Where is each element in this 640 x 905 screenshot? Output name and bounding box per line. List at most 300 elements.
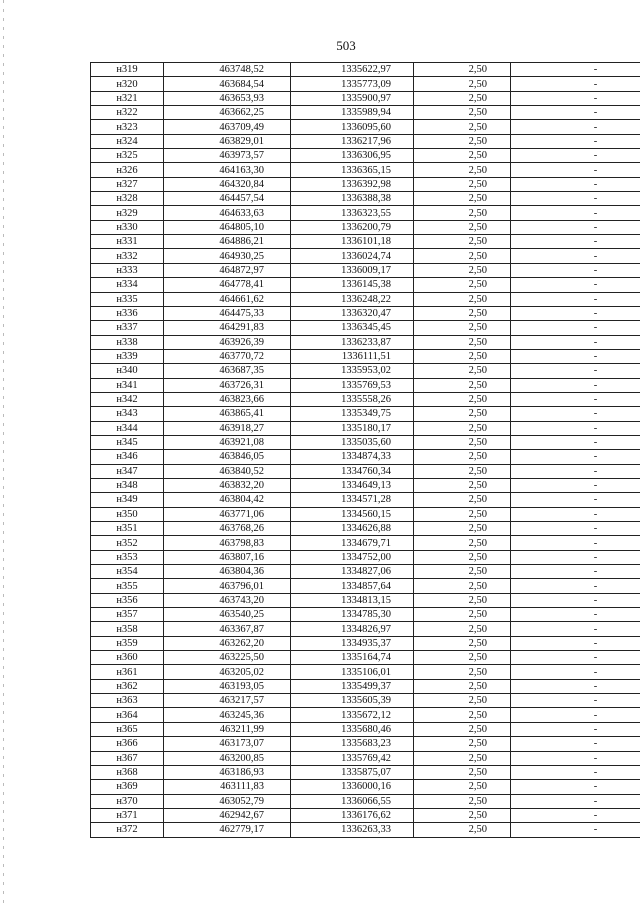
point-id-cell: н357: [91, 608, 164, 622]
table-row: [91, 507, 640, 521]
table-row: [91, 435, 640, 449]
y-coordinate-cell: 1334760,34: [291, 464, 414, 478]
point-id-cell: н329: [91, 206, 164, 220]
accuracy-cell: 2,50: [414, 737, 511, 751]
point-id-cell: н368: [91, 765, 164, 779]
point-id-cell: н364: [91, 708, 164, 722]
y-coordinate-cell: 1336306,95: [291, 149, 414, 163]
note-cell: -: [511, 794, 640, 808]
point-id-cell: н367: [91, 751, 164, 765]
table-row: [91, 450, 640, 464]
note-cell: -: [511, 421, 640, 435]
point-id-cell: н339: [91, 349, 164, 363]
table-row: [91, 579, 640, 593]
x-coordinate-cell: 463217,57: [164, 694, 291, 708]
note-cell: -: [511, 91, 640, 105]
table-row: [91, 737, 640, 751]
point-id-cell: н323: [91, 120, 164, 134]
accuracy-cell: 2,50: [414, 665, 511, 679]
x-coordinate-cell: 464291,83: [164, 321, 291, 335]
x-coordinate-cell: 464457,54: [164, 192, 291, 206]
point-id-cell: н328: [91, 192, 164, 206]
accuracy-cell: 2,50: [414, 249, 511, 263]
table-row: [91, 823, 640, 837]
point-id-cell: н360: [91, 651, 164, 665]
table-row: [91, 464, 640, 478]
x-coordinate-cell: 463211,99: [164, 722, 291, 736]
y-coordinate-cell: 1336248,22: [291, 292, 414, 306]
x-coordinate-cell: 463540,25: [164, 608, 291, 622]
y-coordinate-cell: 1334857,64: [291, 579, 414, 593]
table-row: [91, 306, 640, 320]
x-coordinate-cell: 464163,30: [164, 163, 291, 177]
table-row: [91, 335, 640, 349]
x-coordinate-cell: 463173,07: [164, 737, 291, 751]
y-coordinate-cell: 1334626,88: [291, 522, 414, 536]
note-cell: -: [511, 335, 640, 349]
y-coordinate-cell: 1335773,09: [291, 77, 414, 91]
note-cell: -: [511, 120, 640, 134]
note-cell: -: [511, 708, 640, 722]
y-coordinate-cell: 1335672,12: [291, 708, 414, 722]
x-coordinate-cell: 463687,35: [164, 364, 291, 378]
point-id-cell: н321: [91, 91, 164, 105]
note-cell: -: [511, 249, 640, 263]
x-coordinate-cell: 462942,67: [164, 808, 291, 822]
table-row: [91, 780, 640, 794]
table-row: [91, 77, 640, 91]
note-cell: -: [511, 106, 640, 120]
table-row: [91, 478, 640, 492]
y-coordinate-cell: 1334571,28: [291, 493, 414, 507]
x-coordinate-cell: 463262,20: [164, 636, 291, 650]
point-id-cell: н338: [91, 335, 164, 349]
note-cell: -: [511, 77, 640, 91]
y-coordinate-cell: 1334785,30: [291, 608, 414, 622]
table-row: [91, 722, 640, 736]
x-coordinate-cell: 464320,84: [164, 177, 291, 191]
point-id-cell: н372: [91, 823, 164, 837]
note-cell: -: [511, 163, 640, 177]
note-cell: -: [511, 349, 640, 363]
x-coordinate-cell: 463807,16: [164, 550, 291, 564]
point-id-cell: н347: [91, 464, 164, 478]
note-cell: -: [511, 751, 640, 765]
accuracy-cell: 2,50: [414, 823, 511, 837]
x-coordinate-cell: 464805,10: [164, 220, 291, 234]
note-cell: -: [511, 306, 640, 320]
y-coordinate-cell: 1336200,79: [291, 220, 414, 234]
scan-edge-mark: [3, 0, 4, 905]
point-id-cell: н324: [91, 134, 164, 148]
point-id-cell: н337: [91, 321, 164, 335]
table-row: [91, 235, 640, 249]
accuracy-cell: 2,50: [414, 679, 511, 693]
accuracy-cell: 2,50: [414, 636, 511, 650]
x-coordinate-cell: 463743,20: [164, 593, 291, 607]
accuracy-cell: 2,50: [414, 651, 511, 665]
y-coordinate-cell: 1336320,47: [291, 306, 414, 320]
y-coordinate-cell: 1335622,97: [291, 63, 414, 77]
table-row: [91, 565, 640, 579]
point-id-cell: н363: [91, 694, 164, 708]
point-id-cell: н333: [91, 263, 164, 277]
table-row: [91, 708, 640, 722]
y-coordinate-cell: 1336323,55: [291, 206, 414, 220]
y-coordinate-cell: 1335558,26: [291, 392, 414, 406]
y-coordinate-cell: 1334752,00: [291, 550, 414, 564]
table-row: [91, 651, 640, 665]
note-cell: -: [511, 407, 640, 421]
note-cell: -: [511, 722, 640, 736]
accuracy-cell: 2,50: [414, 106, 511, 120]
x-coordinate-cell: 463205,02: [164, 665, 291, 679]
point-id-cell: н354: [91, 565, 164, 579]
note-cell: -: [511, 679, 640, 693]
table-row: [91, 536, 640, 550]
x-coordinate-cell: 463865,41: [164, 407, 291, 421]
y-coordinate-cell: 1336365,15: [291, 163, 414, 177]
y-coordinate-cell: 1335900,97: [291, 91, 414, 105]
point-id-cell: н349: [91, 493, 164, 507]
table-row: [91, 278, 640, 292]
x-coordinate-cell: 463186,93: [164, 765, 291, 779]
note-cell: -: [511, 536, 640, 550]
y-coordinate-cell: 1334827,06: [291, 565, 414, 579]
table-row: [91, 120, 640, 134]
x-coordinate-cell: 464930,25: [164, 249, 291, 263]
point-id-cell: н325: [91, 149, 164, 163]
y-coordinate-cell: 1336000,16: [291, 780, 414, 794]
x-coordinate-cell: 463918,27: [164, 421, 291, 435]
table-row: [91, 292, 640, 306]
point-id-cell: н371: [91, 808, 164, 822]
x-coordinate-cell: 463973,57: [164, 149, 291, 163]
table-row: [91, 550, 640, 564]
note-cell: -: [511, 435, 640, 449]
y-coordinate-cell: 1335769,53: [291, 378, 414, 392]
accuracy-cell: 2,50: [414, 765, 511, 779]
table-row: [91, 378, 640, 392]
point-id-cell: н341: [91, 378, 164, 392]
accuracy-cell: 2,50: [414, 522, 511, 536]
point-id-cell: н350: [91, 507, 164, 521]
accuracy-cell: 2,50: [414, 149, 511, 163]
x-coordinate-cell: 463804,42: [164, 493, 291, 507]
accuracy-cell: 2,50: [414, 608, 511, 622]
note-cell: -: [511, 392, 640, 406]
point-id-cell: н345: [91, 435, 164, 449]
point-id-cell: н351: [91, 522, 164, 536]
x-coordinate-cell: 463768,26: [164, 522, 291, 536]
y-coordinate-cell: 1335875,07: [291, 765, 414, 779]
accuracy-cell: 2,50: [414, 364, 511, 378]
accuracy-cell: 2,50: [414, 321, 511, 335]
point-id-cell: н334: [91, 278, 164, 292]
table-row: [91, 765, 640, 779]
x-coordinate-cell: 463111,83: [164, 780, 291, 794]
point-id-cell: н320: [91, 77, 164, 91]
accuracy-cell: 2,50: [414, 493, 511, 507]
y-coordinate-cell: 1336111,51: [291, 349, 414, 363]
table-row: [91, 263, 640, 277]
x-coordinate-cell: 463804,36: [164, 565, 291, 579]
note-cell: -: [511, 149, 640, 163]
accuracy-cell: 2,50: [414, 421, 511, 435]
accuracy-cell: 2,50: [414, 450, 511, 464]
x-coordinate-cell: 463770,72: [164, 349, 291, 363]
point-id-cell: н356: [91, 593, 164, 607]
table-row: [91, 163, 640, 177]
accuracy-cell: 2,50: [414, 177, 511, 191]
accuracy-cell: 2,50: [414, 235, 511, 249]
note-cell: -: [511, 823, 640, 837]
y-coordinate-cell: 1336345,45: [291, 321, 414, 335]
point-id-cell: н366: [91, 737, 164, 751]
accuracy-cell: 2,50: [414, 63, 511, 77]
y-coordinate-cell: 1335106,01: [291, 665, 414, 679]
y-coordinate-cell: 1334813,15: [291, 593, 414, 607]
y-coordinate-cell: 1336388,38: [291, 192, 414, 206]
y-coordinate-cell: 1336066,55: [291, 794, 414, 808]
accuracy-cell: 2,50: [414, 77, 511, 91]
note-cell: -: [511, 192, 640, 206]
accuracy-cell: 2,50: [414, 120, 511, 134]
note-cell: -: [511, 278, 640, 292]
table-row: [91, 751, 640, 765]
table-row: [91, 522, 640, 536]
accuracy-cell: 2,50: [414, 780, 511, 794]
table-row: [91, 91, 640, 105]
table-row: [91, 134, 640, 148]
point-id-cell: н346: [91, 450, 164, 464]
x-coordinate-cell: 463245,36: [164, 708, 291, 722]
y-coordinate-cell: 1334935,37: [291, 636, 414, 650]
y-coordinate-cell: 1335180,17: [291, 421, 414, 435]
point-id-cell: н369: [91, 780, 164, 794]
accuracy-cell: 2,50: [414, 565, 511, 579]
accuracy-cell: 2,50: [414, 794, 511, 808]
y-coordinate-cell: 1336176,62: [291, 808, 414, 822]
x-coordinate-cell: 464661,62: [164, 292, 291, 306]
table-body: [91, 63, 640, 838]
table-row: [91, 694, 640, 708]
x-coordinate-cell: 463832,20: [164, 478, 291, 492]
note-cell: -: [511, 651, 640, 665]
table-row: [91, 392, 640, 406]
x-coordinate-cell: 463709,49: [164, 120, 291, 134]
point-id-cell: н358: [91, 622, 164, 636]
note-cell: -: [511, 665, 640, 679]
note-cell: -: [511, 493, 640, 507]
table-row: [91, 192, 640, 206]
x-coordinate-cell: 463846,05: [164, 450, 291, 464]
x-coordinate-cell: 463771,06: [164, 507, 291, 521]
y-coordinate-cell: 1335989,94: [291, 106, 414, 120]
y-coordinate-cell: 1335683,23: [291, 737, 414, 751]
note-cell: -: [511, 507, 640, 521]
note-cell: -: [511, 134, 640, 148]
accuracy-cell: 2,50: [414, 478, 511, 492]
y-coordinate-cell: 1336233,87: [291, 335, 414, 349]
y-coordinate-cell: 1336095,60: [291, 120, 414, 134]
point-id-cell: н348: [91, 478, 164, 492]
point-id-cell: н319: [91, 63, 164, 77]
table-row: [91, 794, 640, 808]
accuracy-cell: 2,50: [414, 263, 511, 277]
x-coordinate-cell: 463829,01: [164, 134, 291, 148]
x-coordinate-cell: 463225,50: [164, 651, 291, 665]
point-id-cell: н322: [91, 106, 164, 120]
x-coordinate-cell: 463052,79: [164, 794, 291, 808]
point-id-cell: н342: [91, 392, 164, 406]
table-row: [91, 206, 640, 220]
note-cell: -: [511, 579, 640, 593]
y-coordinate-cell: 1336009,17: [291, 263, 414, 277]
y-coordinate-cell: 1335769,42: [291, 751, 414, 765]
accuracy-cell: 2,50: [414, 808, 511, 822]
point-id-cell: н336: [91, 306, 164, 320]
table-row: [91, 636, 640, 650]
accuracy-cell: 2,50: [414, 306, 511, 320]
note-cell: -: [511, 522, 640, 536]
table-row: [91, 249, 640, 263]
note-cell: -: [511, 177, 640, 191]
accuracy-cell: 2,50: [414, 163, 511, 177]
y-coordinate-cell: 1334679,71: [291, 536, 414, 550]
x-coordinate-cell: 463840,52: [164, 464, 291, 478]
note-cell: -: [511, 608, 640, 622]
note-cell: -: [511, 593, 640, 607]
y-coordinate-cell: 1335605,39: [291, 694, 414, 708]
x-coordinate-cell: 463796,01: [164, 579, 291, 593]
note-cell: -: [511, 622, 640, 636]
x-coordinate-cell: 463726,31: [164, 378, 291, 392]
table-row: [91, 321, 640, 335]
point-id-cell: н332: [91, 249, 164, 263]
accuracy-cell: 2,50: [414, 335, 511, 349]
y-coordinate-cell: 1336145,38: [291, 278, 414, 292]
note-cell: -: [511, 235, 640, 249]
y-coordinate-cell: 1334874,33: [291, 450, 414, 464]
note-cell: -: [511, 550, 640, 564]
table-row: [91, 364, 640, 378]
table-row: [91, 808, 640, 822]
table-row: [91, 593, 640, 607]
accuracy-cell: 2,50: [414, 91, 511, 105]
x-coordinate-cell: 463926,39: [164, 335, 291, 349]
x-coordinate-cell: 464778,41: [164, 278, 291, 292]
point-id-cell: н355: [91, 579, 164, 593]
note-cell: -: [511, 220, 640, 234]
table-row: [91, 679, 640, 693]
note-cell: -: [511, 263, 640, 277]
point-id-cell: н352: [91, 536, 164, 550]
note-cell: -: [511, 292, 640, 306]
accuracy-cell: 2,50: [414, 722, 511, 736]
coordinates-table: [90, 62, 640, 838]
y-coordinate-cell: 1336024,74: [291, 249, 414, 263]
accuracy-cell: 2,50: [414, 622, 511, 636]
accuracy-cell: 2,50: [414, 349, 511, 363]
note-cell: -: [511, 808, 640, 822]
note-cell: -: [511, 378, 640, 392]
table-row: [91, 63, 640, 77]
note-cell: -: [511, 450, 640, 464]
point-id-cell: н361: [91, 665, 164, 679]
table-row: [91, 421, 640, 435]
x-coordinate-cell: 462779,17: [164, 823, 291, 837]
table-row: [91, 106, 640, 120]
accuracy-cell: 2,50: [414, 220, 511, 234]
point-id-cell: н330: [91, 220, 164, 234]
x-coordinate-cell: 463684,54: [164, 77, 291, 91]
note-cell: -: [511, 765, 640, 779]
note-cell: -: [511, 206, 640, 220]
y-coordinate-cell: 1334826,97: [291, 622, 414, 636]
note-cell: -: [511, 636, 640, 650]
accuracy-cell: 2,50: [414, 593, 511, 607]
table-row: [91, 177, 640, 191]
table-row: [91, 220, 640, 234]
accuracy-cell: 2,50: [414, 134, 511, 148]
y-coordinate-cell: 1335035,60: [291, 435, 414, 449]
accuracy-cell: 2,50: [414, 708, 511, 722]
accuracy-cell: 2,50: [414, 550, 511, 564]
point-id-cell: н340: [91, 364, 164, 378]
y-coordinate-cell: 1335164,74: [291, 651, 414, 665]
accuracy-cell: 2,50: [414, 694, 511, 708]
table-row: [91, 665, 640, 679]
x-coordinate-cell: 463200,85: [164, 751, 291, 765]
note-cell: -: [511, 63, 640, 77]
accuracy-cell: 2,50: [414, 536, 511, 550]
accuracy-cell: 2,50: [414, 378, 511, 392]
note-cell: -: [511, 321, 640, 335]
accuracy-cell: 2,50: [414, 392, 511, 406]
y-coordinate-cell: 1334560,15: [291, 507, 414, 521]
note-cell: -: [511, 737, 640, 751]
accuracy-cell: 2,50: [414, 407, 511, 421]
table-row: [91, 622, 640, 636]
table-row: [91, 407, 640, 421]
note-cell: -: [511, 478, 640, 492]
y-coordinate-cell: 1335499,37: [291, 679, 414, 693]
point-id-cell: н370: [91, 794, 164, 808]
x-coordinate-cell: 463193,05: [164, 679, 291, 693]
x-coordinate-cell: 464475,33: [164, 306, 291, 320]
note-cell: -: [511, 565, 640, 579]
y-coordinate-cell: 1335680,46: [291, 722, 414, 736]
y-coordinate-cell: 1336263,33: [291, 823, 414, 837]
point-id-cell: н365: [91, 722, 164, 736]
y-coordinate-cell: 1335349,75: [291, 407, 414, 421]
table-row: [91, 493, 640, 507]
x-coordinate-cell: 464886,21: [164, 235, 291, 249]
y-coordinate-cell: 1336101,18: [291, 235, 414, 249]
accuracy-cell: 2,50: [414, 464, 511, 478]
y-coordinate-cell: 1334649,13: [291, 478, 414, 492]
x-coordinate-cell: 464872,97: [164, 263, 291, 277]
point-id-cell: н362: [91, 679, 164, 693]
x-coordinate-cell: 463367,87: [164, 622, 291, 636]
x-coordinate-cell: 464633,63: [164, 206, 291, 220]
y-coordinate-cell: 1336217,96: [291, 134, 414, 148]
x-coordinate-cell: 463798,83: [164, 536, 291, 550]
page-number: 503: [336, 38, 356, 53]
note-cell: -: [511, 364, 640, 378]
point-id-cell: н331: [91, 235, 164, 249]
